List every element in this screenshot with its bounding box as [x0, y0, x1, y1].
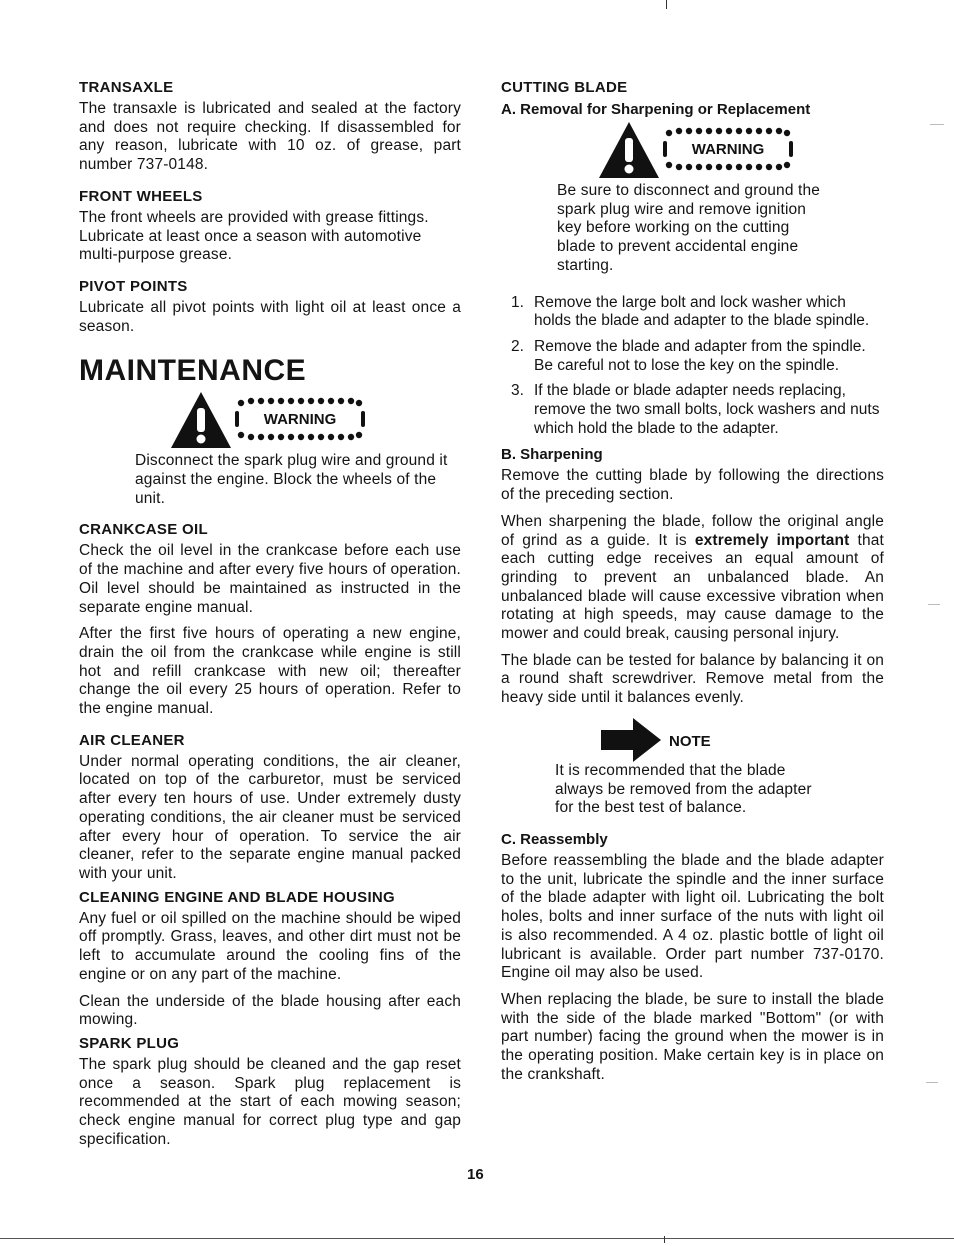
note-text: It is recommended that the blade always be removed from the adapter for the best test of balance.: [555, 761, 812, 817]
transaxle-heading: TRANSAXLE: [79, 79, 174, 96]
pivot-points-text: Lubricate all pivot points with light oil at least once a season.: [79, 298, 461, 335]
warning-triangle-icon: [169, 390, 369, 450]
reassembly-p1: Before reassembling the blade and the blade adapter to the unit, lubricate the spindle and the inner surface of the blade adapter with light oil. Lubricating the bolt holes, bolts and inner surface of the nuts with light oil is also recommended. A 4 oz. plastic bottle of light oil lubricant is available. Order part number 737-0170. Engine oil may also be used.: [501, 851, 884, 982]
scan-artifact: [926, 1082, 938, 1083]
sharpening-p2: When sharpening the blade, follow the original angle of grind as a guide. It is extremely important that each cutting edge receives an equal amount of grinding to prevent an unbalanced blade. An unbalanced blade will cause excessive vibration when rotating at high speeds, may cause damage to the mower and could break, causing personal injury.: [501, 512, 884, 643]
blade-warning-text: Be sure to disconnect and ground the spark plug wire and remove ignition key before working on the cutting blade to prevent accidental engine starting.: [557, 182, 821, 274]
reassembly-heading: C. Reassembly: [501, 830, 608, 848]
warning-triangle-icon: [597, 120, 797, 180]
note-banner: [501, 716, 884, 762]
blade-warning-label: WARNING: [691, 141, 765, 158]
blade-warning-banner: [501, 122, 884, 182]
cutting-blade-heading: CUTTING BLADE: [501, 79, 628, 96]
removal-steps-list: [501, 294, 884, 439]
scan-artifact: [930, 124, 944, 125]
maintenance-title: MAINTENANCE: [79, 354, 307, 388]
right-column: [501, 78, 884, 1084]
removal-subheading: A. Removal for Sharpening or Replacement: [501, 101, 811, 118]
maintenance-warning-banner: [79, 390, 461, 452]
cleaning-p2: Clean the underside of the blade housing after each mowing.: [79, 992, 461, 1029]
air-cleaner-text: Under normal operating conditions, the air cleaner, located on top of the carburetor, must be serviced after every ten hours of use. Under extremely dusty operating conditions, the air cleaner must be serviced after every hour of operation. To service the air cleaner, refer to the separate engine manual packed with your unit.: [79, 752, 461, 882]
front-wheels-heading: FRONT WHEELS: [79, 187, 203, 205]
crankcase-oil-heading: CRANKCASE OIL: [79, 521, 208, 539]
spark-plug-heading: SPARK PLUG: [79, 1034, 180, 1052]
list-item: 1. Remove the large bolt and lock washer which holds the blade and adapter to the blade spindle.: [511, 293, 870, 330]
left-column: [79, 78, 461, 1149]
arrow-right-icon: [599, 716, 739, 762]
sharpening-heading: B. Sharpening: [501, 446, 603, 464]
scan-artifact: [928, 604, 940, 605]
sharpening-p3: The blade can be tested for balance by balancing it on a round shaft screwdriver. Remove metal from the heavy side until it balances evenly.: [501, 651, 884, 707]
maintenance-warning-label: WARNING: [263, 411, 337, 429]
page-number: 16: [467, 1166, 484, 1183]
list-item: 2. Remove the blade and adapter from the spindle. Be careful not to lose the key on the spindle.: [511, 337, 866, 374]
note-label: NOTE: [669, 732, 711, 750]
transaxle-text: The transaxle is lubricated and sealed at the factory and does not require checking. If disassembled for any reason, lubricate with 10 oz. of grease, part number 737-0148.: [79, 100, 461, 174]
front-wheels-text: The front wheels are provided with grease fittings. Lubricate at least once a season with automotive multi-purpose grease.: [79, 208, 429, 264]
spark-plug-text: The spark plug should be cleaned and the gap reset once a season. Spark plug replacement is recommended at the start of each mowing season; check engine manual for correct plug type and gap specification.: [79, 1055, 461, 1148]
air-cleaner-heading: AIR CLEANER: [79, 731, 185, 749]
list-item: 3. If the blade or blade adapter needs replacing, remove the two small bolts, lock washers and nuts which hold the blade to the adapter.: [511, 382, 880, 437]
cleaning-heading: CLEANING ENGINE AND BLADE HOUSING: [79, 888, 396, 906]
reassembly-p2: When replacing the blade, be sure to install the blade with the side of the blade marked "Bottom" (or with part number) facing the ground when the mower is in the operating position. Make certain key is in place on the crankshaft.: [501, 990, 884, 1083]
top-registration-mark: [666, 0, 667, 9]
crankcase-oil-p1: Check the oil level in the crankcase before each use of the machine and after every five hours of operation. Oil level should be maintained as instructed in the separate engine manual.: [79, 542, 461, 616]
crankcase-oil-p2: After the first five hours of operating a new engine, drain the oil from the crankcase while engine is still hot and refill crankcase with new oil; thereafter change the oil every 25 hours of operation. Refer to the engine manual.: [79, 625, 461, 718]
sharpening-p1: Remove the cutting blade by following the directions of the preceding section.: [501, 467, 884, 504]
cleaning-p1: Any fuel or oil spilled on the machine should be wiped off promptly. Grass, leaves, and other dirt must not be left to accumulate around the cooling fins of the engine or on any part of the machine.: [79, 909, 461, 983]
bottom-registration-mark: [664, 1236, 665, 1243]
bottom-rule: [0, 1238, 954, 1239]
maintenance-warning-text: Disconnect the spark plug wire and ground it against the engine. Block the wheels of the unit.: [135, 452, 448, 507]
emphasis-text: extremely important: [694, 531, 850, 549]
pivot-points-heading: PIVOT POINTS: [79, 277, 188, 295]
